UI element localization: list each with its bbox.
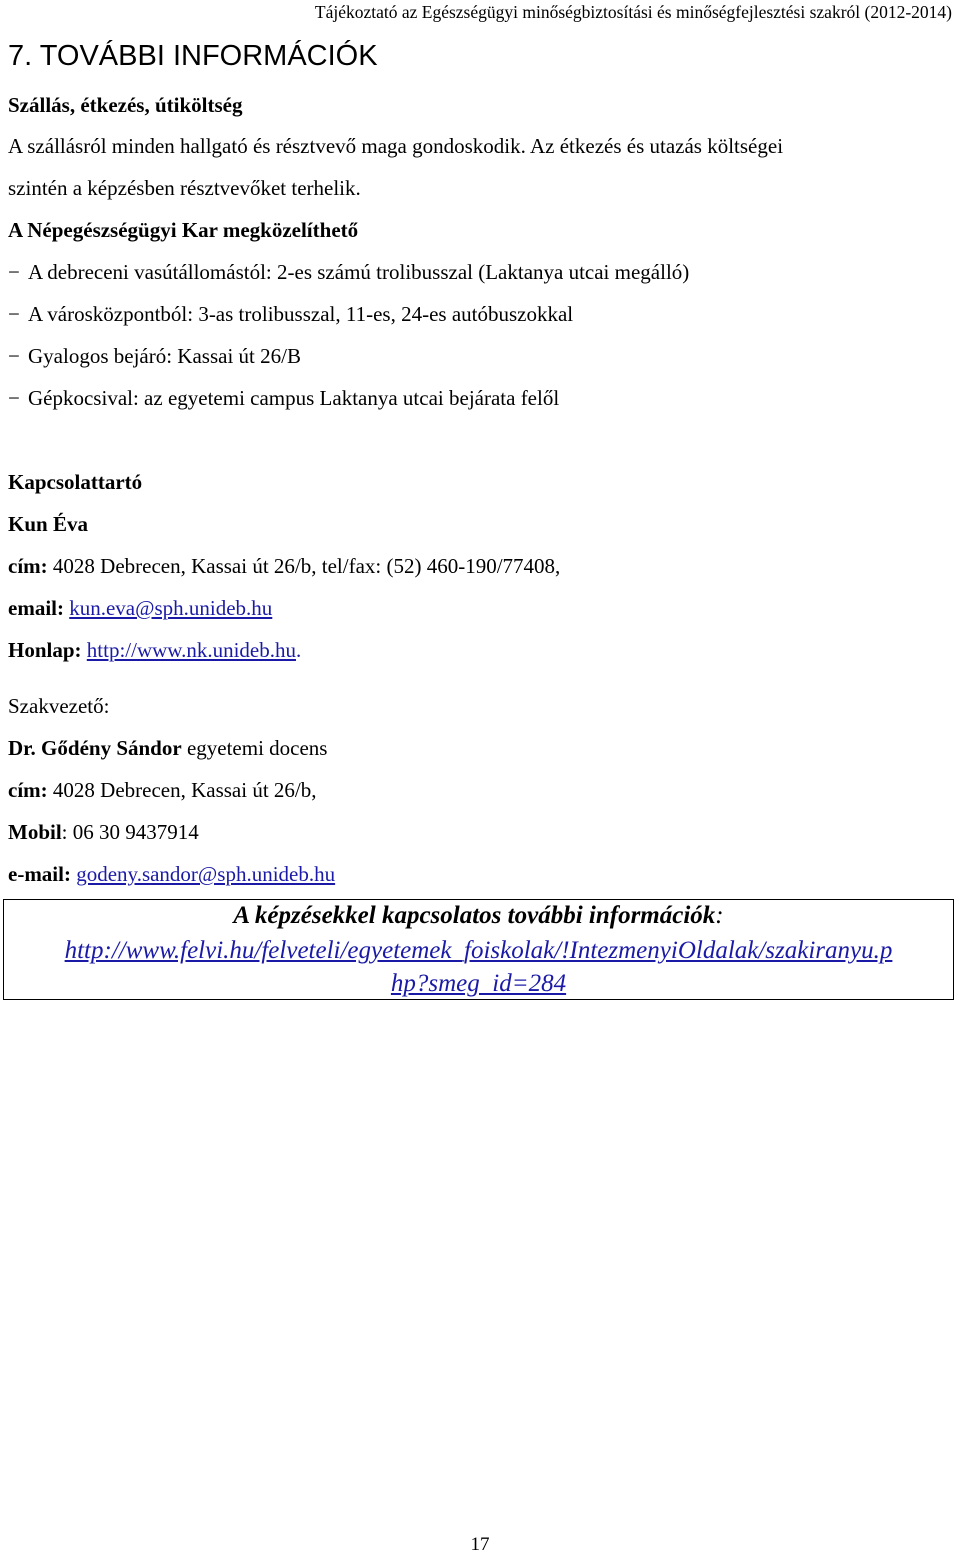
info-box-heading: [4, 902, 953, 930]
leader-email-link[interactable]: godeny.sandor@sph.unideb.hu: [76, 862, 336, 886]
contact-email: [8, 596, 272, 621]
contact-name: Kun Éva: [8, 512, 88, 536]
access-list-item: [8, 302, 573, 327]
accommodation-heading: Szállás, étkezés, útiköltség: [8, 93, 243, 117]
accommodation-text-line2: szintén a képzésben résztvevőket terhelik.: [8, 176, 361, 200]
leader-heading: Szakvezető:: [8, 694, 110, 718]
contact-website-label: Honlap:: [8, 638, 82, 662]
access-item-text: A debreceni vasútállomástól: 2-es számú trolibusszal (Laktanya utcai megálló): [28, 260, 690, 284]
list-bullet: −: [8, 386, 20, 410]
contact-email-link[interactable]: kun.eva@sph.unideb.hu: [69, 596, 273, 620]
contact-heading: Kapcsolattartó: [8, 470, 143, 494]
leader-address-label: cím:: [8, 778, 48, 802]
list-bullet: −: [8, 302, 20, 326]
access-list-item: [8, 344, 301, 369]
info-box: [3, 899, 954, 1000]
list-bullet: −: [8, 260, 20, 284]
list-bullet: −: [8, 344, 20, 368]
contact-address-label: cím:: [8, 554, 48, 578]
access-heading: A Népegészségügyi Kar megközelíthető: [8, 218, 359, 242]
info-box-url-line1: [4, 937, 953, 965]
contact-email-label: email:: [8, 596, 64, 620]
running-header: Tájékoztató az Egészségügyi minőségbiztosítási és minőségfejlesztési szakról (2012-2014): [314, 2, 952, 22]
access-item-text: A városközpontból: 3-as trolibusszal, 11-es, 24-es autóbuszokkal: [28, 302, 574, 326]
contact-website-suffix: .: [296, 638, 302, 662]
info-box-heading-text: A képzésekkel kapcsolatos további információk: [233, 902, 716, 929]
access-item-text: Gyalogos bejáró: Kassai út 26/B: [28, 344, 301, 368]
leader-email: [8, 862, 335, 887]
info-box-url-link-part1[interactable]: http://www.felvi.hu/felveteli/egyetemek_foiskolak/!IntezmenyiOldalak/szakiranyu.p: [64, 937, 893, 964]
leader-mobile-value: : 06 30 9437914: [61, 820, 199, 844]
contact-website-link[interactable]: http://www.nk.unideb.hu: [86, 638, 296, 662]
section-title: 7. TOVÁBBI INFORMÁCIÓK: [8, 40, 378, 72]
access-item-text: Gépkocsival: az egyetemi campus Laktanya utcai bejárata felől: [28, 386, 560, 410]
info-box-url-line2: [4, 970, 953, 998]
access-list-item: [8, 386, 559, 411]
accommodation-text-line1: A szállásról minden hallgató és résztvevő maga gondoskodik. Az étkezés és utazás költségei: [8, 134, 784, 158]
leader-mobile-label: Mobil: [8, 820, 62, 844]
leader-name-line: [8, 736, 327, 761]
page-number: 17: [470, 1534, 490, 1555]
leader-email-label: e-mail:: [8, 862, 71, 886]
leader-mobile: [8, 820, 199, 845]
leader-name: Dr. Gődény Sándor: [8, 736, 182, 760]
contact-address: [8, 554, 560, 579]
contact-website: [8, 638, 301, 663]
info-box-heading-colon: :: [715, 902, 724, 929]
leader-address-value: 4028 Debrecen, Kassai út 26/b,: [52, 778, 317, 802]
leader-address: [8, 778, 317, 803]
access-list-item: [8, 260, 689, 285]
contact-address-value: 4028 Debrecen, Kassai út 26/b, tel/fax: (52) 460-190/77408,: [52, 554, 561, 578]
leader-title: egyetemi docens: [186, 736, 328, 760]
info-box-url-link-part2[interactable]: hp?smeg_id=284: [390, 970, 567, 997]
